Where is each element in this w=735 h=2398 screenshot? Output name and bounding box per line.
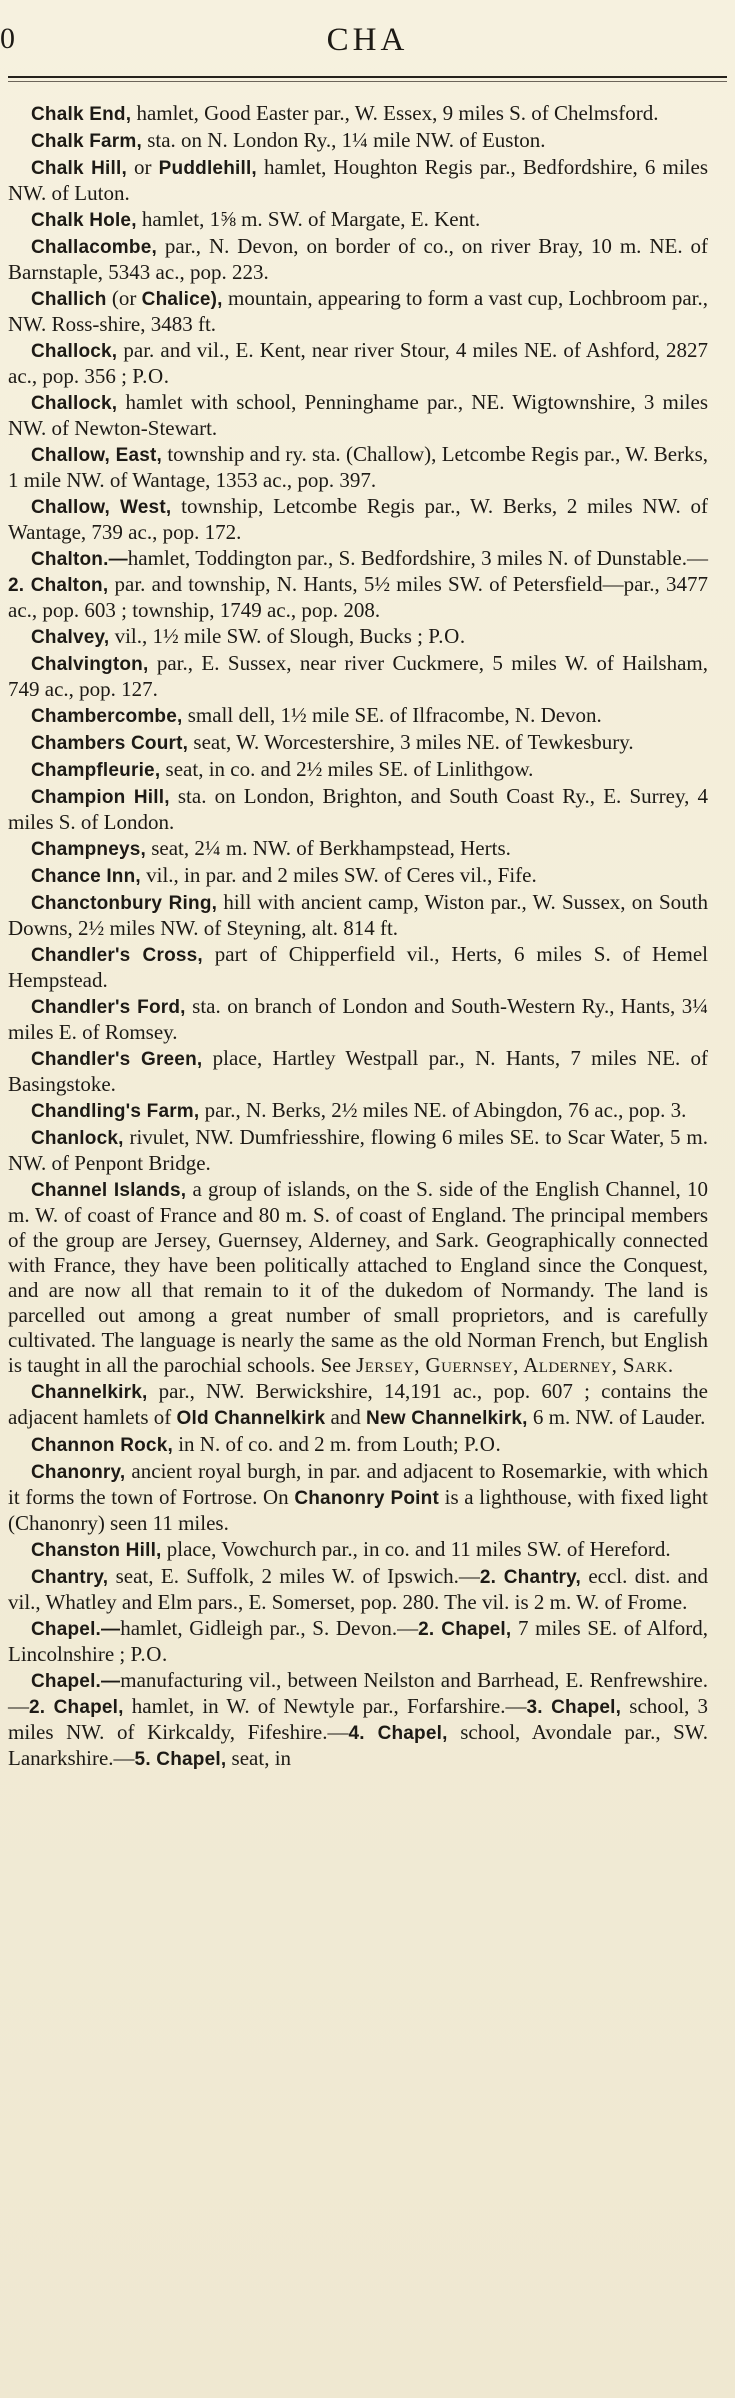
entry-headword: Chance Inn, bbox=[31, 866, 141, 887]
entry-headword: Chalk End, bbox=[31, 104, 132, 125]
entry-headword: Chambers Court, bbox=[31, 733, 189, 754]
entry-headword: 2. Chapel, bbox=[29, 1697, 124, 1718]
gazetteer-entry bbox=[8, 757, 708, 783]
entry-headword: Chanctonbury Ring, bbox=[31, 893, 218, 914]
entry-text: manufacturing vil., between Neilston and Barrhead, E. Renfrewshire.— bbox=[8, 1668, 708, 1718]
entry-post-office-mark: P.O. bbox=[428, 624, 466, 648]
entry-text: a group of islands, on the S. side of the English Channel, 10 m. W. of coast of France and 80 m. S. of coast of England. The principal members of the group are Jersey, Guernsey, Alderney, and Sark. Geographically connected with France, they have been politically attached to England since the Conquest, and are now all that remain to it of the dukedom of Normandy. The land is parcelled out among a great number of small proprietors, and is carefully cultivated. The language is nearly the same as the old Norman French, but English is taught in all the parochial schools. See bbox=[8, 1177, 708, 1377]
gazetteer-entry bbox=[8, 207, 708, 233]
entry-text: (or bbox=[106, 286, 142, 310]
entry-text: hamlet, Toddington par., S. Bedfordshire, 3 miles N. of Dunstable.— bbox=[127, 546, 708, 570]
entry-text: school, 3 miles NW. of Kirkcaldy, Fifeshire.— bbox=[8, 1694, 709, 1744]
gazetteer-entry bbox=[8, 1177, 708, 1378]
entry-text: seat, in co. and 2½ miles SE. of Linlithgow. bbox=[160, 757, 534, 781]
entry-headword: Chalvey, bbox=[31, 627, 110, 648]
entry-headword: 4. Chapel, bbox=[348, 1723, 448, 1744]
entry-headword: Puddlehill, bbox=[158, 158, 257, 179]
gazetteer-entry bbox=[8, 155, 708, 206]
entry-text: hill with ancient camp, Wiston par., W. Sussex, on South Downs, 2½ miles NW. of Steyning, alt. 814 ft. bbox=[8, 890, 708, 940]
gazetteer-entry bbox=[8, 994, 708, 1045]
gazetteer-entry bbox=[8, 1564, 708, 1615]
entry-headword: Chandling's Farm, bbox=[31, 1101, 200, 1122]
entry-headword: Challock, bbox=[31, 393, 118, 414]
entry-text: par., E. Sussex, near river Cuckmere, 5 miles W. of Hailsham, 749 ac., pop. 127. bbox=[8, 651, 708, 701]
entry-text: seat, 2¼ m. NW. of Berkhampstead, Herts. bbox=[145, 836, 511, 860]
entry-cross-reference: Jersey, Guernsey, Alderney, Sark. bbox=[356, 1353, 674, 1377]
gazetteer-entry bbox=[8, 890, 708, 941]
entry-text: mountain, appearing to form a vast cup, Lochbroom par., NW. Ross-shire, 3483 ft. bbox=[8, 286, 708, 336]
entry-headword: Channon Rock, bbox=[31, 1435, 173, 1456]
gazetteer-entry bbox=[8, 624, 708, 650]
entry-headword: Challacombe, bbox=[31, 237, 157, 258]
entry-headword: Channel Islands, bbox=[31, 1180, 187, 1201]
entry-headword: Chalton.— bbox=[31, 549, 128, 570]
gazetteer-entry bbox=[8, 1379, 708, 1431]
running-head: CHA bbox=[326, 22, 409, 58]
entry-headword: Chambercombe, bbox=[31, 706, 183, 727]
entry-text: in N. of co. and 2 m. from Louth; bbox=[172, 1432, 464, 1456]
entry-text: place, Vowchurch par., in co. and 11 miles SW. of Hereford. bbox=[161, 1537, 671, 1561]
entry-headword: Champneys, bbox=[31, 839, 146, 860]
gazetteer-entry bbox=[8, 703, 708, 729]
entry-headword: Old Channelkirk bbox=[176, 1408, 326, 1429]
entry-headword: Champfleurie, bbox=[31, 760, 161, 781]
entry-post-office-mark: P.O. bbox=[463, 1432, 502, 1456]
entry-headword: 2. Chantry, bbox=[479, 1567, 581, 1588]
entry-text: ancient royal burgh, in par. and adjacent to Rosemarkie, with which it forms the town of Fortrose. On bbox=[8, 1459, 708, 1509]
entry-headword: Chapel.— bbox=[31, 1671, 121, 1692]
entry-text: par. and township, N. Hants, 5½ miles SW. of Petersfield—par., 3477 ac., pop. 603 ; township, 1749 ac., pop. 208. bbox=[8, 572, 708, 622]
entry-headword: Chalk Hole, bbox=[31, 210, 137, 231]
entry-text: par., NW. Berwickshire, 14,191 ac., pop. 607 ; contains the adjacent hamlets of bbox=[8, 1379, 708, 1429]
entry-text: hamlet, Houghton Regis par., Bedfordshire, 6 miles NW. of Luton. bbox=[8, 155, 708, 205]
gazetteer-entry bbox=[8, 863, 708, 889]
entry-text: par., N. Berks, 2½ miles NE. of Abingdon, 76 ac., pop. 3. bbox=[199, 1098, 687, 1122]
entry-headword: Challich bbox=[31, 289, 107, 310]
entry-headword: New Channelkirk, bbox=[366, 1408, 528, 1429]
entry-text: seat, W. Worcestershire, 3 miles NE. of Tewkesbury. bbox=[188, 730, 634, 754]
entry-text: hamlet, in W. of Newtyle par., Forfarshire.— bbox=[123, 1694, 527, 1718]
gazetteer-entries bbox=[8, 101, 708, 1773]
entry-text: hamlet with school, Penninghame par., NE. Wigtownshire, 3 miles NW. of Newton-Stewart. bbox=[8, 390, 708, 440]
entry-headword: Chapel.— bbox=[31, 1619, 121, 1640]
entry-text: hamlet, 1⅝ m. SW. of Margate, E. Kent. bbox=[136, 207, 481, 231]
gazetteer-entry bbox=[8, 1537, 708, 1563]
entry-headword: Channelkirk, bbox=[31, 1382, 148, 1403]
entry-text: or bbox=[126, 155, 159, 179]
entry-text: eccl. dist. and vil., Whatley and Elm pars., E. Somerset, pop. 280. The vil. is 2 m. W. of Frome. bbox=[8, 1564, 709, 1614]
gazetteer-entry bbox=[8, 546, 708, 623]
gazetteer-entry bbox=[8, 494, 708, 545]
gazetteer-entry bbox=[8, 730, 708, 756]
entry-text: is a lighthouse, with fixed light (Chanonry) seen 11 miles. bbox=[8, 1485, 708, 1535]
entry-text: school, Avondale par., SW. Lanarkshire.— bbox=[8, 1720, 708, 1770]
entry-headword: Chalice), bbox=[141, 289, 223, 310]
entry-headword: Challow, West, bbox=[31, 497, 172, 518]
entry-post-office-mark: P.O. bbox=[132, 364, 170, 388]
entry-headword: Chandler's Ford, bbox=[31, 997, 186, 1018]
entry-text: vil., 1½ mile SW. of Slough, Bucks ; bbox=[109, 624, 429, 648]
gazetteer-entry bbox=[8, 942, 708, 993]
entry-headword: Chanlock, bbox=[31, 1128, 124, 1149]
page-number: 0 bbox=[0, 22, 16, 55]
entry-text: township, Letcombe Regis par., W. Berks, 2 miles NW. of Wantage, 739 ac., pop. 172. bbox=[8, 494, 708, 544]
gazetteer-entry bbox=[8, 1668, 708, 1772]
gazetteer-entry bbox=[8, 128, 708, 154]
gazetteer-entry bbox=[8, 286, 708, 337]
gazetteer-entry bbox=[8, 1098, 708, 1124]
entry-headword: Challock, bbox=[31, 341, 118, 362]
entry-text: sta. on London, Brighton, and South Coast Ry., E. Surrey, 4 miles S. of London. bbox=[8, 784, 708, 834]
entry-post-office-mark: P.O. bbox=[130, 1642, 168, 1666]
entry-headword: 3. Chapel, bbox=[526, 1697, 622, 1718]
entry-text: and bbox=[325, 1405, 367, 1429]
entry-text: vil., in par. and 2 miles SW. of Ceres vil., Fife. bbox=[140, 863, 537, 887]
entry-headword: Chanonry Point bbox=[294, 1488, 439, 1509]
entry-text: par. and vil., E. Kent, near river Stour, 4 miles NE. of Ashford, 2827 ac., pop. 356 ; bbox=[8, 338, 708, 388]
entry-text: hamlet, Good Easter par., W. Essex, 9 miles S. of Chelmsford. bbox=[131, 101, 659, 125]
gazetteer-entry bbox=[8, 390, 708, 441]
gazetteer-entry bbox=[8, 442, 708, 493]
gazetteer-entry bbox=[8, 1432, 708, 1458]
gazetteer-entry bbox=[8, 836, 708, 862]
gazetteer-entry bbox=[8, 651, 708, 702]
entry-text: par., N. Devon, on border of co., on river Bray, 10 m. NE. of Barnstaple, 5343 ac., pop. 223. bbox=[8, 234, 708, 284]
entry-text: seat, in bbox=[226, 1746, 292, 1770]
entry-text: place, Hartley Westpall par., N. Hants, 7 miles NE. of Basingstoke. bbox=[8, 1046, 708, 1096]
entry-text: hamlet, Gidleigh par., S. Devon.— bbox=[120, 1616, 419, 1640]
entry-headword: Chalk Farm, bbox=[31, 131, 142, 152]
gazetteer-entry bbox=[8, 234, 708, 285]
gazetteer-entry bbox=[8, 1046, 708, 1097]
gazetteer-entry bbox=[8, 338, 708, 389]
entry-headword: 5. Chapel, bbox=[134, 1749, 227, 1770]
entry-text: part of Chipperfield vil., Herts, 6 miles S. of Hemel Hempstead. bbox=[8, 942, 708, 992]
entry-headword: Chanonry, bbox=[31, 1462, 126, 1483]
entry-headword: Champion Hill, bbox=[31, 787, 170, 808]
entry-headword: Chalvington, bbox=[31, 654, 149, 675]
gazetteer-entry bbox=[8, 101, 708, 127]
entry-text: 6 m. NW. of Lauder. bbox=[527, 1405, 706, 1429]
entry-text: township and ry. sta. (Challow), Letcombe Regis par., W. Berks, 1 mile NW. of Wantage, 1353 ac., pop. 397. bbox=[8, 442, 709, 492]
entry-text: small dell, 1½ mile SE. of Ilfracombe, N. Devon. bbox=[182, 703, 602, 727]
entry-text: rivulet, NW. Dumfriesshire, flowing 6 miles SE. to Scar Water, 5 m. NW. of Penpont Bridge. bbox=[8, 1125, 708, 1175]
gazetteer-entry bbox=[8, 1125, 708, 1176]
entry-headword: Chanston Hill, bbox=[31, 1540, 162, 1561]
entry-headword: Chandler's Cross, bbox=[31, 945, 203, 966]
entry-headword: Chandler's Green, bbox=[31, 1049, 203, 1070]
gazetteer-entry bbox=[8, 784, 708, 835]
entry-headword: Chantry, bbox=[31, 1567, 109, 1588]
gazetteer-entry bbox=[8, 1459, 708, 1536]
entry-headword: Chalk Hill, bbox=[31, 158, 127, 179]
entry-headword: Challow, East, bbox=[31, 445, 162, 466]
entry-text: seat, E. Suffolk, 2 miles W. of Ipswich.— bbox=[108, 1564, 480, 1588]
entry-text: sta. on branch of London and South-Western Ry., Hants, 3¼ miles E. of Romsey. bbox=[8, 994, 709, 1044]
header-rule-thin bbox=[8, 81, 727, 82]
page-header bbox=[0, 0, 735, 82]
entry-headword: 2. Chalton, bbox=[8, 575, 109, 596]
entry-headword: 2. Chapel, bbox=[418, 1619, 512, 1640]
gazetteer-entry bbox=[8, 1616, 708, 1667]
entry-text: 7 miles SE. of Alford, Lincolnshire ; bbox=[8, 1616, 708, 1666]
header-rule bbox=[8, 76, 727, 78]
entry-text: sta. on N. London Ry., 1¼ mile NW. of Euston. bbox=[141, 128, 546, 152]
